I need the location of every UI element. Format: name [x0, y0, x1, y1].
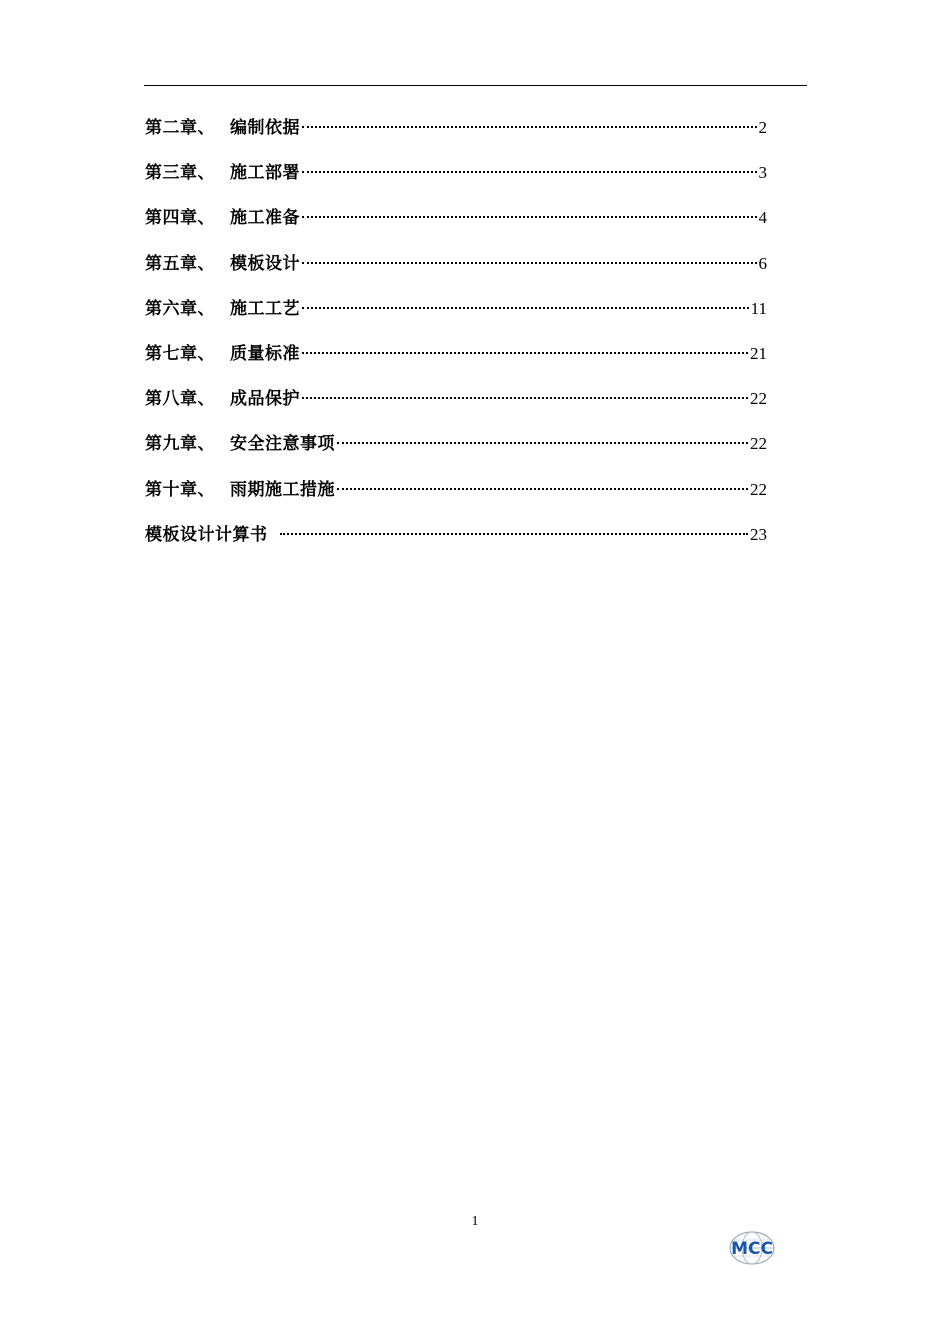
- toc-entry-10[interactable]: [145, 475, 767, 520]
- toc-leader-dots: [302, 171, 757, 173]
- toc-title: 雨期施工措施: [230, 479, 335, 500]
- toc-leader-dots: [337, 442, 748, 444]
- toc-chapter: 第四章、: [145, 208, 215, 229]
- toc-page-number: 4: [758, 208, 767, 228]
- toc-page-number: 22: [750, 479, 767, 499]
- toc-leader-dots: [302, 352, 748, 354]
- toc-leader-dots: [337, 488, 748, 490]
- toc-title: 施工部署: [230, 163, 300, 184]
- toc-label: [145, 158, 300, 188]
- toc-label: [145, 113, 300, 143]
- toc-title: 模板设计: [230, 253, 300, 274]
- toc-leader-dots: [302, 397, 748, 399]
- toc-page-number: 23: [750, 524, 767, 544]
- toc-entry-9[interactable]: [145, 429, 767, 474]
- mcc-logo: [724, 1230, 780, 1266]
- toc-page-number: 2: [758, 118, 767, 137]
- toc-entry-7[interactable]: [145, 339, 767, 384]
- toc-page-number: 22: [750, 434, 767, 454]
- toc-page-number: 6: [758, 253, 767, 273]
- toc-entry-4[interactable]: [145, 203, 767, 248]
- logo-text: MCC: [731, 1239, 773, 1259]
- toc-leader-dots: [302, 262, 757, 264]
- table-of-contents: [145, 113, 767, 565]
- toc-entry-6[interactable]: [145, 294, 767, 339]
- toc-title: 编制依据: [230, 118, 300, 138]
- toc-label: [145, 475, 335, 505]
- toc-entry-5[interactable]: [145, 249, 767, 294]
- toc-entry-2[interactable]: [145, 113, 767, 158]
- toc-chapter: 第八章、: [145, 389, 215, 410]
- toc-title: 施工工艺: [230, 298, 300, 319]
- toc-label: [145, 384, 300, 414]
- toc-entry-3[interactable]: [145, 158, 767, 203]
- toc-leader-dots: [302, 307, 749, 309]
- toc-label: [145, 203, 300, 233]
- toc-page-number: 21: [750, 343, 767, 363]
- toc-entry-appendix[interactable]: [145, 520, 767, 565]
- toc-chapter: 第九章、: [145, 434, 215, 455]
- toc-chapter: 第六章、: [145, 298, 215, 319]
- toc-label: [145, 429, 335, 459]
- toc-page-number: 3: [758, 163, 767, 183]
- toc-chapter: 第十章、: [145, 479, 215, 500]
- toc-page-number: 11: [750, 298, 767, 318]
- toc-leader-dots: [302, 216, 757, 218]
- toc-title: 质量标准: [230, 343, 300, 364]
- toc-chapter: 第五章、: [145, 253, 215, 274]
- toc-title: 施工准备: [230, 208, 300, 229]
- header-rule: [144, 85, 807, 86]
- toc-leader-dots: [302, 126, 757, 128]
- toc-chapter: 第七章、: [145, 343, 215, 364]
- toc-label: [145, 249, 300, 279]
- toc-title: 成品保护: [230, 389, 300, 410]
- toc-chapter: 第三章、: [145, 163, 215, 184]
- toc-entry-8[interactable]: [145, 384, 767, 429]
- footer-page-number: 1: [471, 1214, 479, 1229]
- toc-title: 安全注意事项: [230, 434, 335, 455]
- toc-label: [145, 339, 300, 369]
- toc-leader-dots: [280, 533, 749, 535]
- toc-page-number: 22: [750, 389, 767, 409]
- toc-chapter: 第二章、: [145, 118, 215, 138]
- toc-title: 模板设计计算书: [145, 524, 268, 545]
- toc-label: [145, 294, 300, 324]
